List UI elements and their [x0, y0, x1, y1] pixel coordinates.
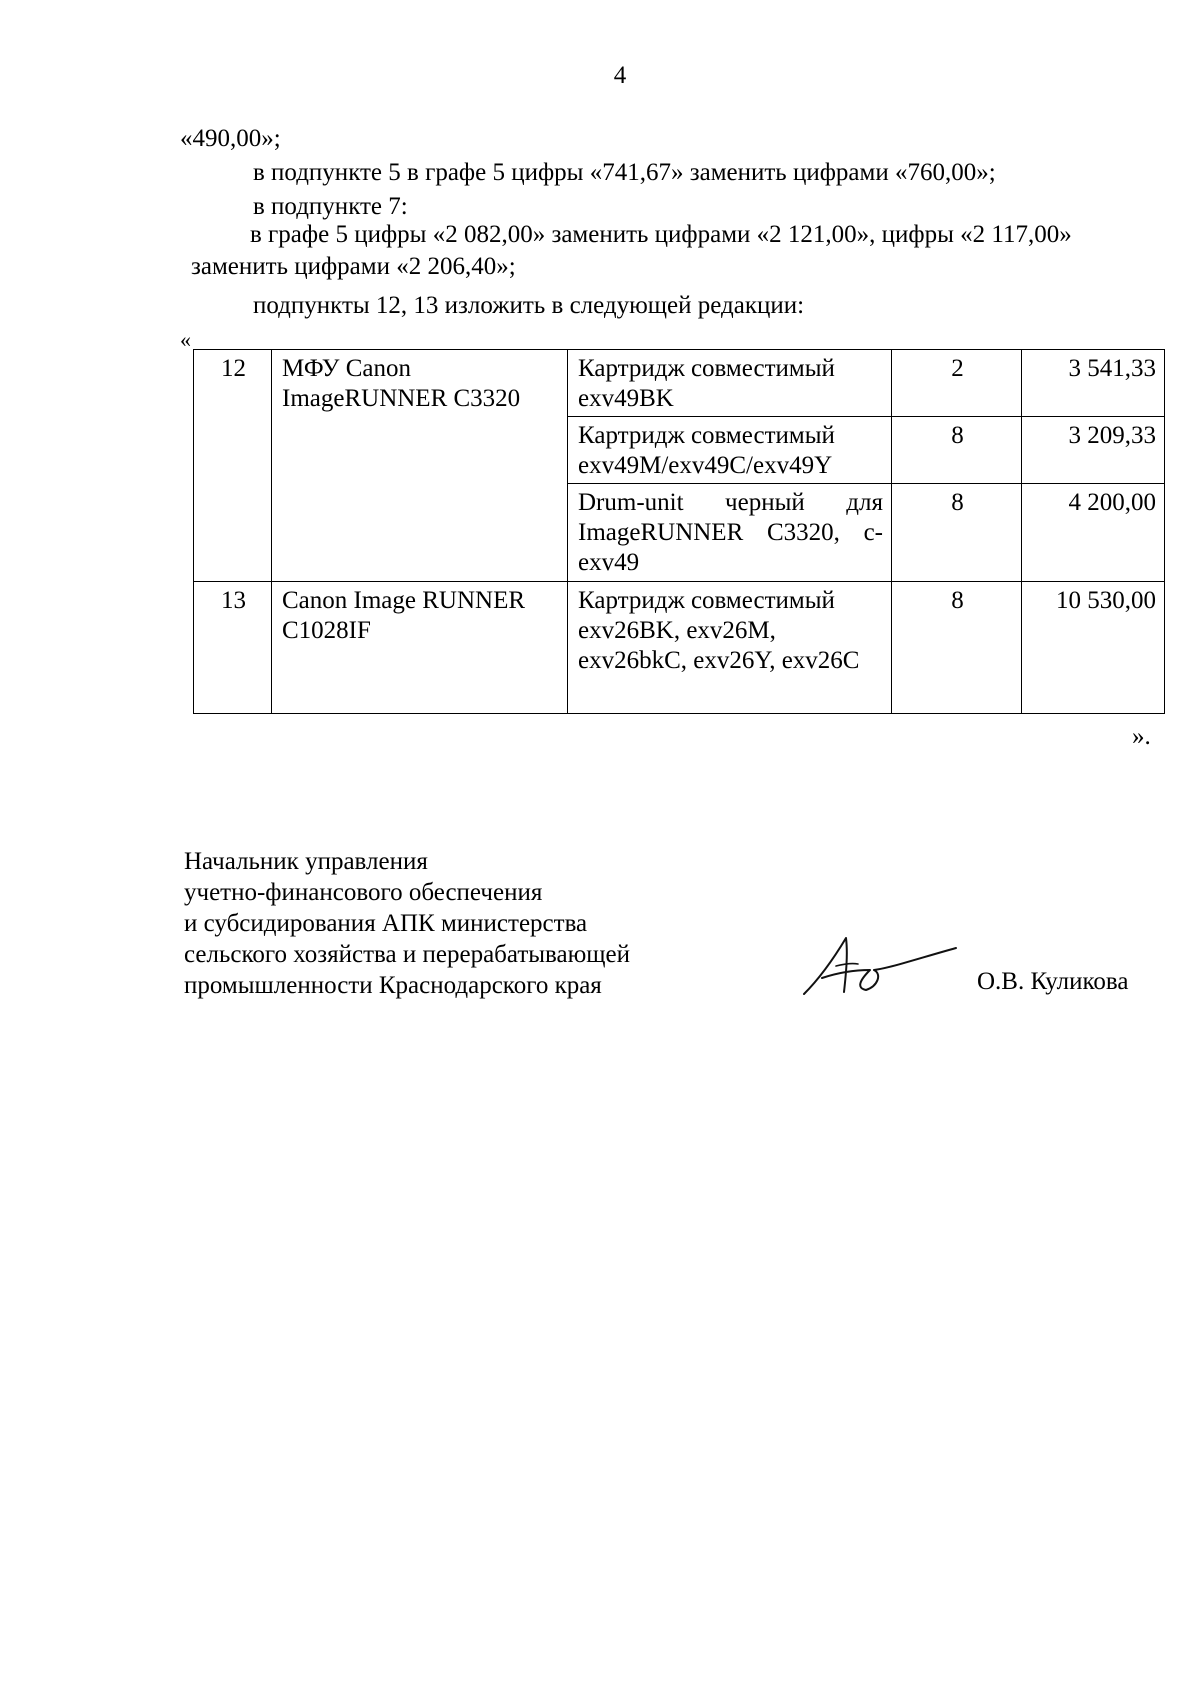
- item-name: Картридж совместимый exv49M/exv49C/exv49Y: [568, 417, 892, 484]
- text-line-5: заменить цифрами «2 206,40»;: [191, 253, 516, 280]
- items-table: [193, 349, 1165, 714]
- page-number: 4: [613, 62, 627, 89]
- item-name: Картридж совместимый exv26BK, exv26M, exv26bkC, exv26Y, exv26C: [568, 582, 892, 714]
- signatory-title-line: сельского хозяйства и перерабатывающей: [184, 941, 631, 968]
- item-quantity: 8: [892, 582, 1022, 714]
- handwritten-signature: [800, 930, 960, 1002]
- row-number: 12: [194, 350, 272, 582]
- signatory-title-line: промышленности Краснодарского края: [184, 972, 602, 999]
- item-quantity: 2: [892, 350, 1022, 417]
- text-line-6: подпункты 12, 13 изложить в следующей редакции:: [253, 292, 805, 319]
- item-price: 10 530,00: [1022, 582, 1165, 714]
- signatory-title-line: учетно-финансового обеспечения: [184, 879, 543, 906]
- item-price: 3 209,33: [1022, 417, 1165, 484]
- open-quote: «: [180, 327, 191, 352]
- item-name: Drum-unit черный для ImageRUNNER C3320, c-exv49: [568, 484, 892, 582]
- text-line-4: в графе 5 цифры «2 082,00» заменить цифрами «2 121,00», цифры «2 117,00»: [250, 221, 1072, 248]
- text-line-3: в подпункте 7:: [253, 193, 408, 220]
- item-quantity: 8: [892, 484, 1022, 582]
- signatory-title-line: Начальник управления: [184, 848, 428, 875]
- item-quantity: 8: [892, 417, 1022, 484]
- device-name: МФУ Canon ImageRUNNER C3320: [272, 350, 568, 582]
- close-quote: ».: [1132, 723, 1151, 750]
- text-line-2: в подпункте 5 в графе 5 цифры «741,67» заменить цифрами «760,00»;: [253, 159, 996, 186]
- item-price: 3 541,33: [1022, 350, 1165, 417]
- item-price: 4 200,00: [1022, 484, 1165, 582]
- text-line-1: «490,00»;: [180, 125, 281, 152]
- table-row: [194, 350, 1165, 417]
- table-row: [194, 582, 1165, 714]
- device-name: Canon Image RUNNER C1028IF: [272, 582, 568, 714]
- item-name: Картридж совместимый exv49BK: [568, 350, 892, 417]
- signer-name: О.В. Куликова: [977, 968, 1129, 995]
- signatory-title: [184, 846, 630, 1001]
- row-number: 13: [194, 582, 272, 714]
- signatory-title-line: и субсидирования АПК министерства: [184, 910, 588, 937]
